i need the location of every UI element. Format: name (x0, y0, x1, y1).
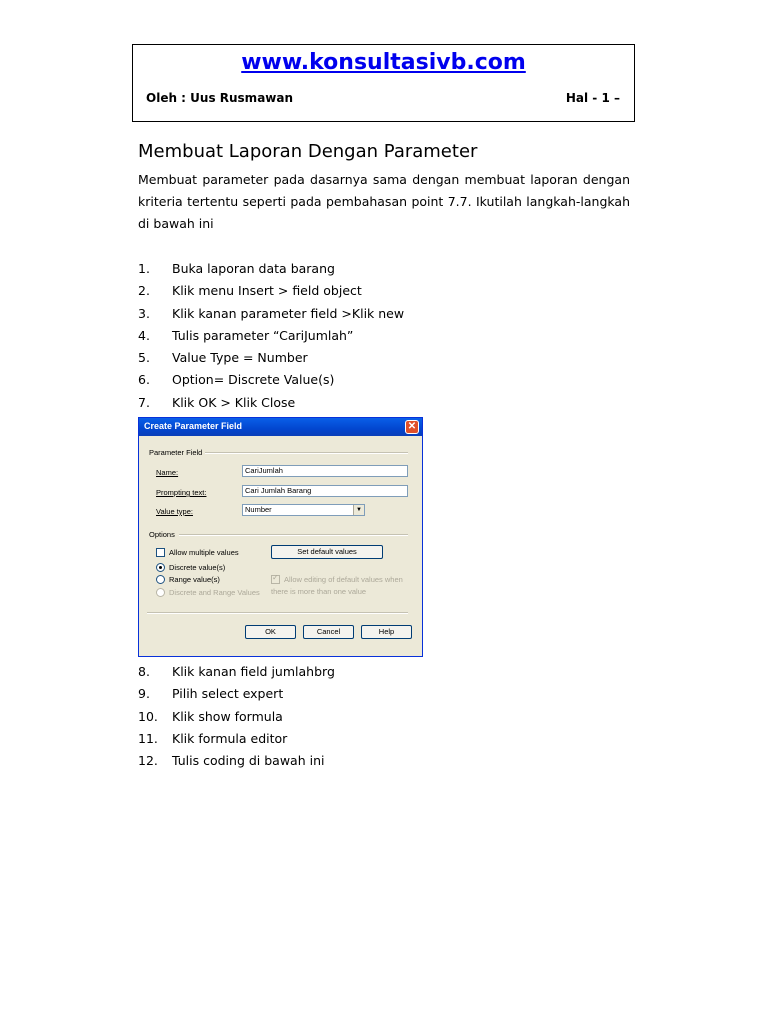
step-text: Pilih select expert (172, 686, 284, 702)
step-number: 4. (138, 327, 150, 343)
range-label: Range value(s) (169, 575, 220, 584)
site-link[interactable]: www.konsultasivb.com (241, 50, 526, 75)
list-item (138, 369, 638, 391)
dialog-titlebar[interactable] (139, 418, 422, 436)
list-item (138, 347, 638, 369)
discrete-radio[interactable] (156, 563, 165, 572)
range-radio[interactable] (156, 575, 165, 584)
step-number: 12. (138, 753, 158, 769)
allow-multiple-label: Allow multiple values (169, 548, 239, 557)
prompting-text-input[interactable]: Cari Jumlah Barang (242, 485, 408, 497)
list-item (138, 258, 638, 280)
step-text: Klik formula editor (172, 730, 288, 746)
step-text: Klik show formula (172, 708, 283, 724)
steps-list-first (138, 258, 638, 414)
step-text: Klik kanan field jumlahbrg (172, 664, 335, 679)
step-text: Tulis coding di bawah ini (172, 753, 325, 769)
dialog-title: Create Parameter Field (144, 421, 243, 431)
step-text: Klik menu Insert > field object (172, 283, 362, 299)
list-item (138, 728, 638, 750)
author-line: Oleh : Uus Rusmawan (146, 91, 294, 105)
group-divider (205, 452, 408, 454)
value-type-label: Value type: (156, 507, 193, 516)
step-text: Buka laporan data barang (172, 261, 335, 276)
step-text: Value Type = Number (172, 350, 308, 366)
create-parameter-dialog (138, 417, 423, 657)
list-item (138, 280, 638, 302)
name-label: Name: (156, 468, 179, 477)
step-number: 2. (138, 283, 150, 299)
allow-editing-checkbox (271, 575, 280, 584)
cancel-button[interactable]: Cancel (303, 625, 354, 639)
list-item (138, 750, 638, 772)
group-parameter-field: Parameter Field (149, 448, 203, 457)
allow-editing-label: Allow editing of default values when (284, 575, 403, 584)
list-item (138, 683, 638, 705)
step-text: Klik OK > Klik Close (172, 394, 296, 410)
discrete-label: Discrete value(s) (169, 563, 226, 572)
close-icon[interactable]: ✕ (405, 420, 419, 434)
step-number: 8. (138, 664, 150, 679)
step-number: 10. (138, 708, 158, 724)
step-number: 1. (138, 261, 150, 276)
steps-list-second (138, 661, 638, 772)
group-options: Options (149, 530, 175, 539)
name-input[interactable]: CariJumlah (242, 465, 408, 477)
ok-button[interactable]: OK (245, 625, 296, 639)
value-type-select[interactable] (242, 504, 365, 516)
intro-paragraph: Membuat parameter pada dasarnya sama dengan membuat laporan dengan kriteria tertentu seperti pada pembahasan point 7.7. Ikutilah langkah-langkah di bawah ini (138, 172, 630, 231)
header-box (132, 44, 635, 122)
step-number: 6. (138, 372, 150, 388)
step-text: Tulis parameter “CariJumlah” (172, 327, 354, 343)
discrete-range-radio (156, 588, 165, 597)
step-number: 9. (138, 686, 150, 702)
allow-editing-label-2: there is more than one value (271, 587, 367, 596)
chevron-down-icon[interactable]: ▼ (353, 505, 364, 515)
prompt-label: Prompting text: (156, 488, 207, 497)
list-item (138, 661, 638, 683)
step-text: Klik kanan parameter field >Klik new (172, 305, 405, 321)
step-text: Option= Discrete Value(s) (172, 372, 335, 388)
allow-multiple-checkbox[interactable] (156, 548, 165, 557)
step-number: 3. (138, 305, 150, 321)
list-item (138, 706, 638, 728)
step-number: 5. (138, 350, 150, 366)
list-item (138, 392, 638, 414)
value-type-selected: Number (245, 505, 272, 514)
list-item (138, 303, 638, 325)
set-default-values-button[interactable]: Set default values (271, 545, 383, 559)
page-number: Hal - 1 – (565, 91, 620, 105)
discrete-range-label: Discrete and Range Values (169, 588, 260, 597)
button-divider (147, 612, 408, 614)
page-title: Membuat Laporan Dengan Parameter (138, 141, 478, 162)
step-number: 7. (138, 394, 150, 410)
step-number: 11. (138, 730, 158, 746)
group-divider (179, 534, 408, 536)
list-item (138, 325, 638, 347)
help-button[interactable]: Help (361, 625, 412, 639)
